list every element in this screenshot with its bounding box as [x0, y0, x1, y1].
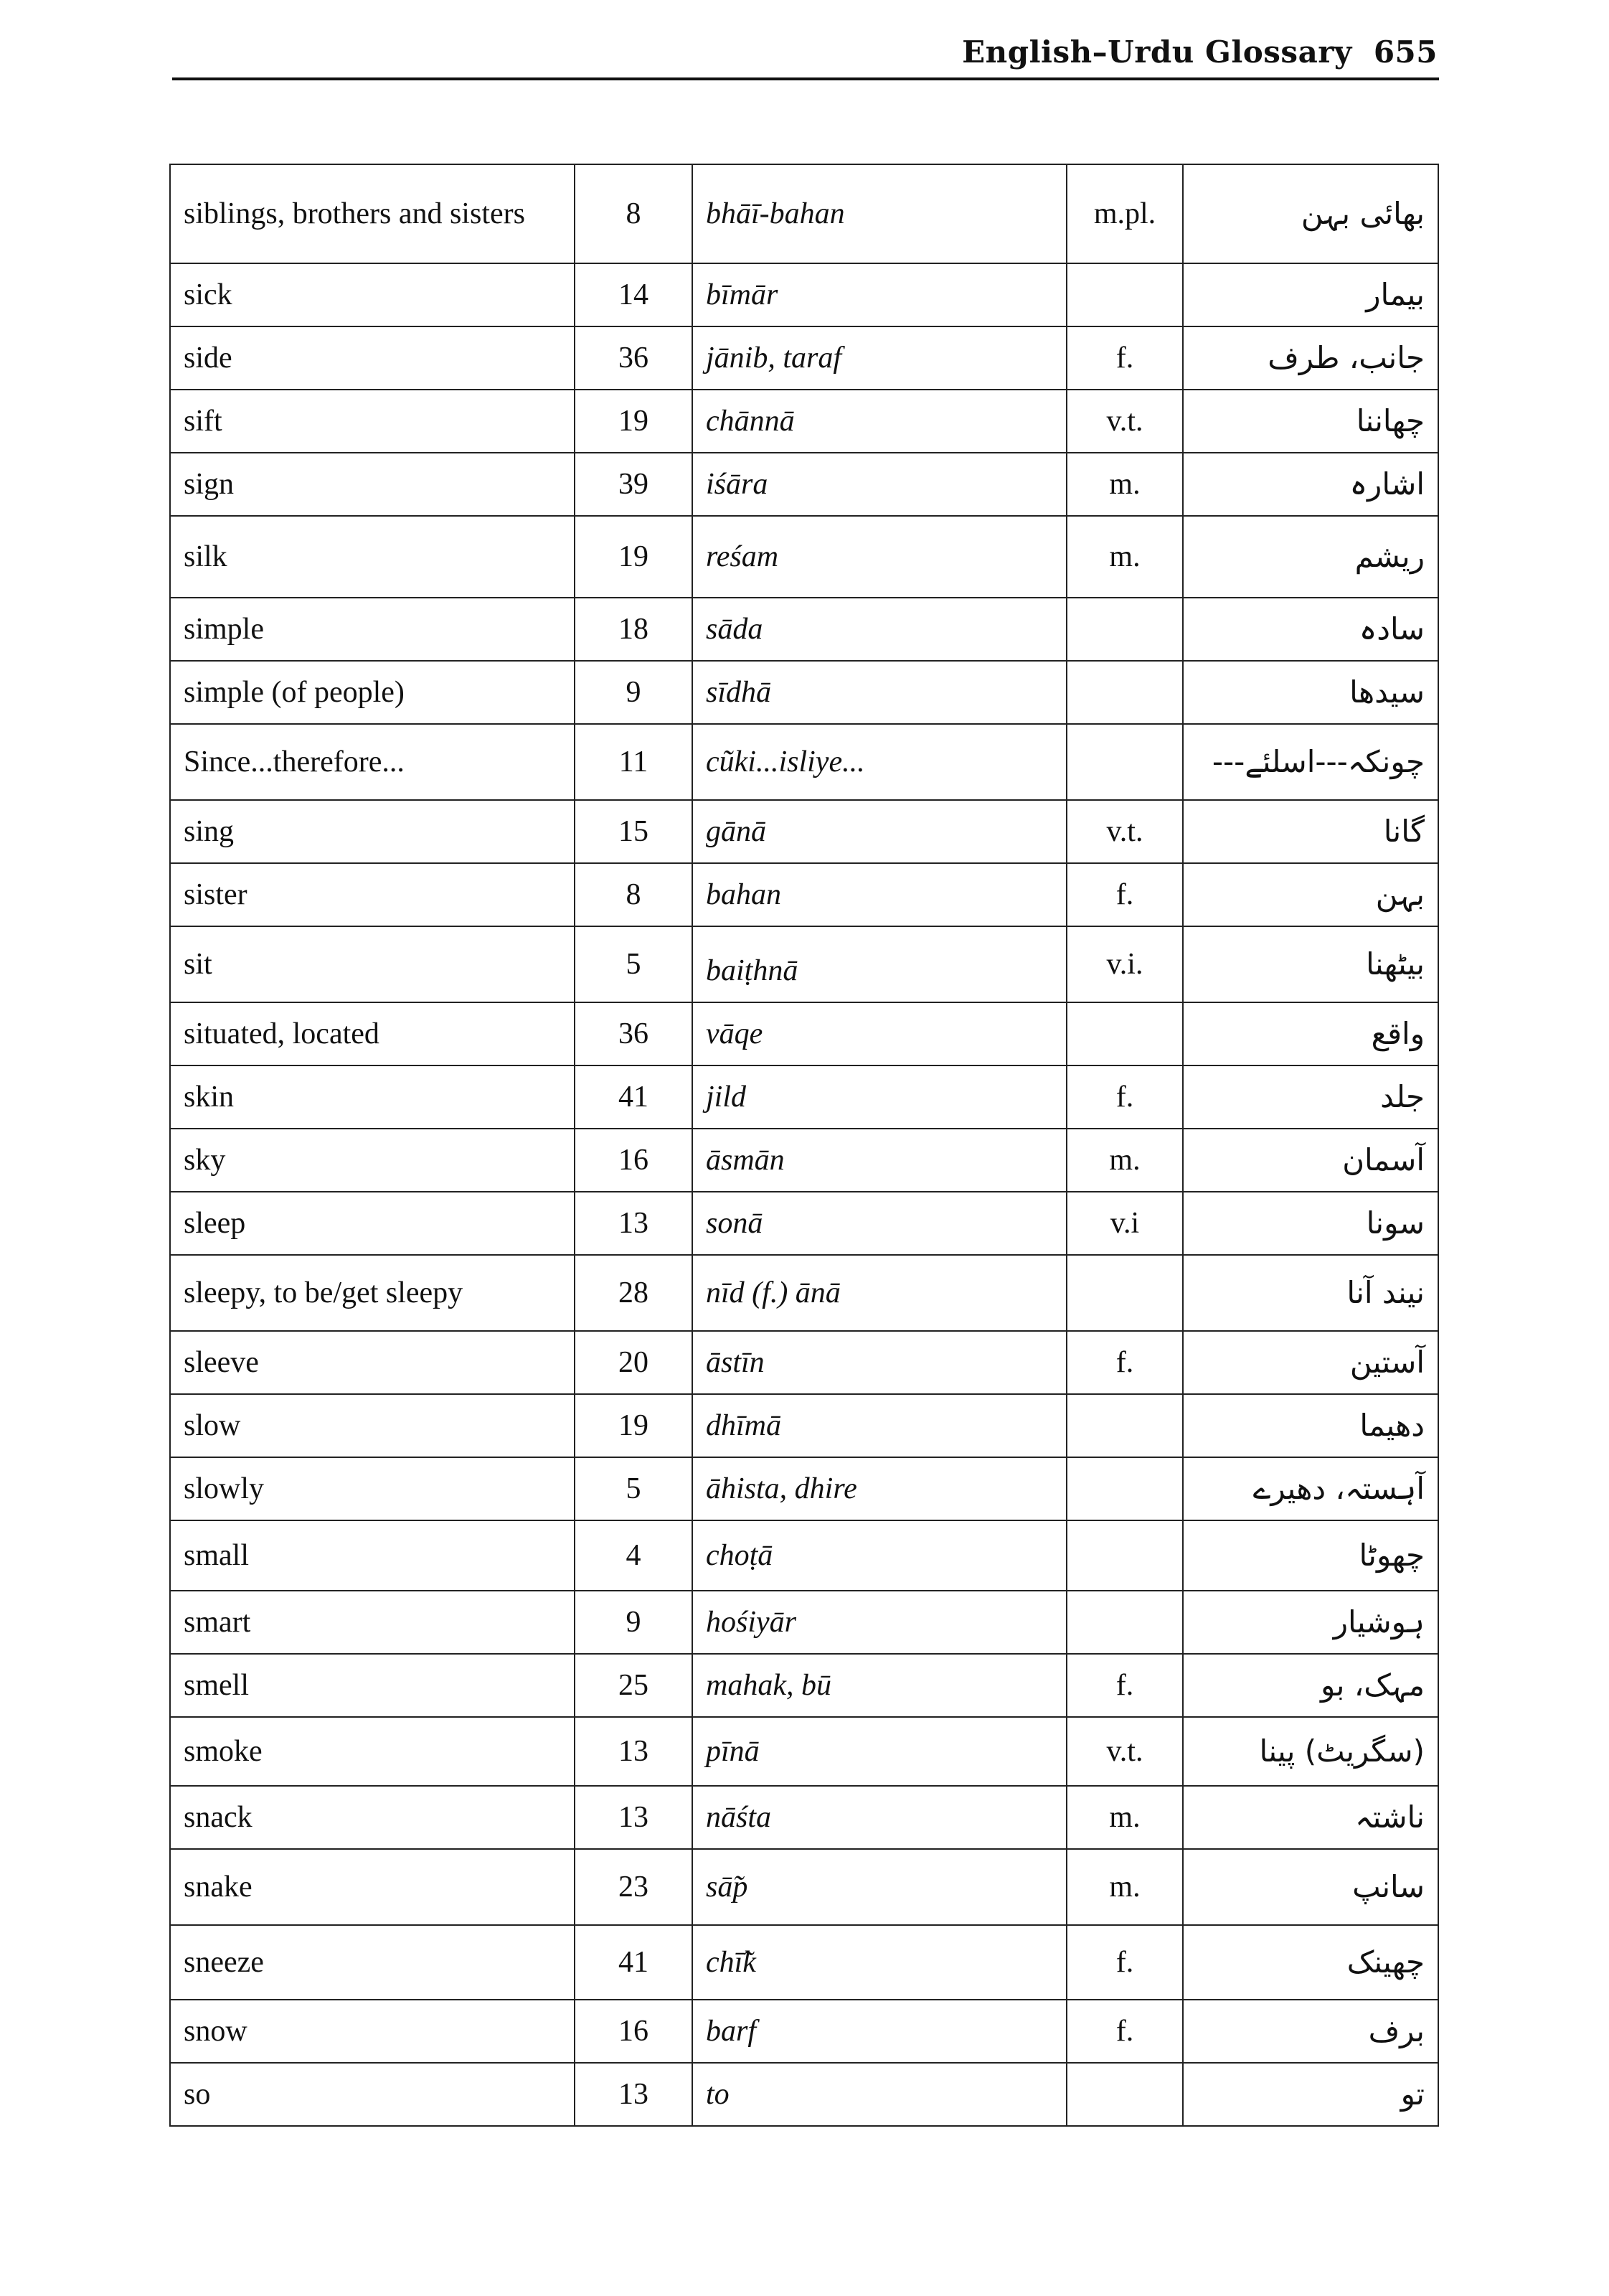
table-row [170, 1849, 1438, 1925]
urdu-cell: واقع [1183, 1002, 1438, 1065]
grammar-cell: f. [1067, 326, 1183, 390]
english-cell: slow [170, 1394, 575, 1457]
table-row [170, 1129, 1438, 1192]
transliteration-cell: sā̃p [692, 1849, 1067, 1925]
table-row [170, 453, 1438, 516]
grammar-cell: v.i [1067, 1192, 1183, 1255]
grammar-cell [1067, 1591, 1183, 1654]
lesson-cell: 19 [575, 390, 692, 453]
table-row [170, 1192, 1438, 1255]
grammar-cell [1067, 2063, 1183, 2126]
grammar-cell: v.t. [1067, 1717, 1183, 1786]
transliteration-cell: bahan [692, 863, 1067, 926]
transliteration-cell: iśāra [692, 453, 1067, 516]
lesson-cell: 15 [575, 800, 692, 863]
table-row [170, 724, 1438, 800]
urdu-cell: (سگریٹ) پینا [1183, 1717, 1438, 1786]
english-cell: sick [170, 263, 575, 326]
transliteration-cell: bhāī-bahan [692, 164, 1067, 263]
transliteration-cell: to [692, 2063, 1067, 2126]
grammar-cell [1067, 661, 1183, 724]
lesson-cell: 41 [575, 1925, 692, 2000]
lesson-cell: 9 [575, 1591, 692, 1654]
lesson-cell: 16 [575, 2000, 692, 2063]
english-cell: snack [170, 1786, 575, 1849]
grammar-cell [1067, 1457, 1183, 1520]
english-cell: sky [170, 1129, 575, 1192]
lesson-cell: 13 [575, 1192, 692, 1255]
transliteration-cell: reśam [692, 516, 1067, 598]
transliteration-cell: jild [692, 1065, 1067, 1129]
grammar-cell: f. [1067, 1654, 1183, 1717]
urdu-cell: آہستہ، دھیرے [1183, 1457, 1438, 1520]
lesson-cell: 23 [575, 1849, 692, 1925]
english-cell: sleep [170, 1192, 575, 1255]
lesson-cell: 41 [575, 1065, 692, 1129]
transliteration-cell: chānnā [692, 390, 1067, 453]
lesson-cell: 36 [575, 326, 692, 390]
table-row [170, 2000, 1438, 2063]
english-cell: silk [170, 516, 575, 598]
grammar-cell [1067, 263, 1183, 326]
table-row [170, 1654, 1438, 1717]
english-cell: side [170, 326, 575, 390]
urdu-cell: تو [1183, 2063, 1438, 2126]
table-row [170, 1065, 1438, 1129]
transliteration-cell: vāqe [692, 1002, 1067, 1065]
table-row [170, 164, 1438, 263]
english-cell: skin [170, 1065, 575, 1129]
english-cell: small [170, 1520, 575, 1591]
grammar-cell: m.pl. [1067, 164, 1183, 263]
urdu-cell: چھاننا [1183, 390, 1438, 453]
table-row [170, 863, 1438, 926]
english-cell: so [170, 2063, 575, 2126]
english-cell: Since...therefore... [170, 724, 575, 800]
lesson-cell: 11 [575, 724, 692, 800]
lesson-cell: 4 [575, 1520, 692, 1591]
lesson-cell: 13 [575, 1717, 692, 1786]
lesson-cell: 14 [575, 263, 692, 326]
urdu-cell: دھیما [1183, 1394, 1438, 1457]
lesson-cell: 19 [575, 516, 692, 598]
transliteration-cell: dhīmā [692, 1394, 1067, 1457]
grammar-cell: f. [1067, 1331, 1183, 1394]
transliteration-cell: sonā [692, 1192, 1067, 1255]
transliteration-cell: bīmār [692, 263, 1067, 326]
urdu-cell: سانپ [1183, 1849, 1438, 1925]
glossary-title: English–Urdu Glossary [962, 34, 1352, 70]
transliteration-cell: āstīn [692, 1331, 1067, 1394]
urdu-cell: نیند آنا [1183, 1255, 1438, 1331]
transliteration-cell: barf [692, 2000, 1067, 2063]
urdu-cell: چونکہ---اسلئے--- [1183, 724, 1438, 800]
lesson-cell: 8 [575, 164, 692, 263]
grammar-cell: v.t. [1067, 390, 1183, 453]
english-cell: sleepy, to be/get sleepy [170, 1255, 575, 1331]
urdu-cell: ناشتہ [1183, 1786, 1438, 1849]
transliteration-cell: cũki...isliye... [692, 724, 1067, 800]
transliteration-cell: nīd (f.) ānā [692, 1255, 1067, 1331]
grammar-cell: f. [1067, 1925, 1183, 2000]
urdu-cell: برف [1183, 2000, 1438, 2063]
urdu-cell: جانب، طرف [1183, 326, 1438, 390]
transliteration-cell: sīdhā [692, 661, 1067, 724]
lesson-cell: 16 [575, 1129, 692, 1192]
table-row [170, 1331, 1438, 1394]
table-row [170, 1717, 1438, 1786]
grammar-cell: f. [1067, 2000, 1183, 2063]
urdu-cell: بیٹھنا [1183, 926, 1438, 1002]
table-row [170, 800, 1438, 863]
urdu-cell: آسمان [1183, 1129, 1438, 1192]
transliteration-cell: mahak, bū [692, 1654, 1067, 1717]
grammar-cell: m. [1067, 453, 1183, 516]
urdu-cell: بھائی بہن [1183, 164, 1438, 263]
grammar-cell: f. [1067, 863, 1183, 926]
lesson-cell: 36 [575, 1002, 692, 1065]
grammar-cell [1067, 1002, 1183, 1065]
grammar-cell: f. [1067, 1065, 1183, 1129]
table-row [170, 1002, 1438, 1065]
urdu-cell: سونا [1183, 1192, 1438, 1255]
urdu-cell: ریشم [1183, 516, 1438, 598]
transliteration-cell: jānib, taraf [692, 326, 1067, 390]
table-row [170, 598, 1438, 661]
transliteration-cell: baiṭhnā [692, 926, 1067, 1002]
lesson-cell: 5 [575, 1457, 692, 1520]
page-number: 655 [1373, 34, 1438, 70]
english-cell: smart [170, 1591, 575, 1654]
table-row [170, 516, 1438, 598]
english-cell: sing [170, 800, 575, 863]
urdu-cell: آستین [1183, 1331, 1438, 1394]
urdu-cell: چھینک [1183, 1925, 1438, 2000]
grammar-cell [1067, 1520, 1183, 1591]
table-row [170, 1786, 1438, 1849]
urdu-cell: ہوشیار [1183, 1591, 1438, 1654]
table-row [170, 1520, 1438, 1591]
glossary-table [169, 164, 1439, 2127]
lesson-cell: 20 [575, 1331, 692, 1394]
transliteration-cell: choṭā [692, 1520, 1067, 1591]
grammar-cell: m. [1067, 1786, 1183, 1849]
grammar-cell: m. [1067, 1849, 1183, 1925]
grammar-cell [1067, 1394, 1183, 1457]
table-row [170, 326, 1438, 390]
english-cell: siblings, brothers and sisters [170, 164, 575, 263]
grammar-cell [1067, 724, 1183, 800]
english-cell: sleeve [170, 1331, 575, 1394]
english-cell: simple [170, 598, 575, 661]
table-row [170, 1925, 1438, 2000]
running-head [962, 34, 1438, 70]
lesson-cell: 5 [575, 926, 692, 1002]
lesson-cell: 28 [575, 1255, 692, 1331]
table-row [170, 2063, 1438, 2126]
table-row [170, 390, 1438, 453]
english-cell: sister [170, 863, 575, 926]
english-cell: snake [170, 1849, 575, 1925]
lesson-cell: 8 [575, 863, 692, 926]
transliteration-cell: āsmān [692, 1129, 1067, 1192]
english-cell: snow [170, 2000, 575, 2063]
table-row [170, 1255, 1438, 1331]
english-cell: sit [170, 926, 575, 1002]
urdu-cell: بہن [1183, 863, 1438, 926]
lesson-cell: 18 [575, 598, 692, 661]
grammar-cell: m. [1067, 1129, 1183, 1192]
urdu-cell: اشارہ [1183, 453, 1438, 516]
transliteration-cell: chī̃k [692, 1925, 1067, 2000]
english-cell: sneeze [170, 1925, 575, 2000]
english-cell: situated, located [170, 1002, 575, 1065]
english-cell: smell [170, 1654, 575, 1717]
table-row [170, 1394, 1438, 1457]
urdu-cell: مہک، بو [1183, 1654, 1438, 1717]
table-row [170, 1457, 1438, 1520]
english-cell: simple (of people) [170, 661, 575, 724]
transliteration-cell: hośiyār [692, 1591, 1067, 1654]
lesson-cell: 39 [575, 453, 692, 516]
transliteration-cell: gānā [692, 800, 1067, 863]
lesson-cell: 9 [575, 661, 692, 724]
english-cell: smoke [170, 1717, 575, 1786]
lesson-cell: 13 [575, 1786, 692, 1849]
table-row [170, 926, 1438, 1002]
urdu-cell: گانا [1183, 800, 1438, 863]
urdu-cell: سیدھا [1183, 661, 1438, 724]
table-row [170, 263, 1438, 326]
english-cell: sift [170, 390, 575, 453]
grammar-cell [1067, 598, 1183, 661]
lesson-cell: 25 [575, 1654, 692, 1717]
urdu-cell: جلد [1183, 1065, 1438, 1129]
page-header [172, 29, 1439, 80]
english-cell: slowly [170, 1457, 575, 1520]
transliteration-cell: āhista, dhire [692, 1457, 1067, 1520]
transliteration-cell: sāda [692, 598, 1067, 661]
table-row [170, 661, 1438, 724]
urdu-cell: چھوٹا [1183, 1520, 1438, 1591]
grammar-cell: m. [1067, 516, 1183, 598]
grammar-cell: v.i. [1067, 926, 1183, 1002]
transliteration-cell: nāśta [692, 1786, 1067, 1849]
table-row [170, 1591, 1438, 1654]
grammar-cell [1067, 1255, 1183, 1331]
grammar-cell: v.t. [1067, 800, 1183, 863]
english-cell: sign [170, 453, 575, 516]
lesson-cell: 19 [575, 1394, 692, 1457]
transliteration-cell: pīnā [692, 1717, 1067, 1786]
urdu-cell: بیمار [1183, 263, 1438, 326]
lesson-cell: 13 [575, 2063, 692, 2126]
urdu-cell: سادہ [1183, 598, 1438, 661]
